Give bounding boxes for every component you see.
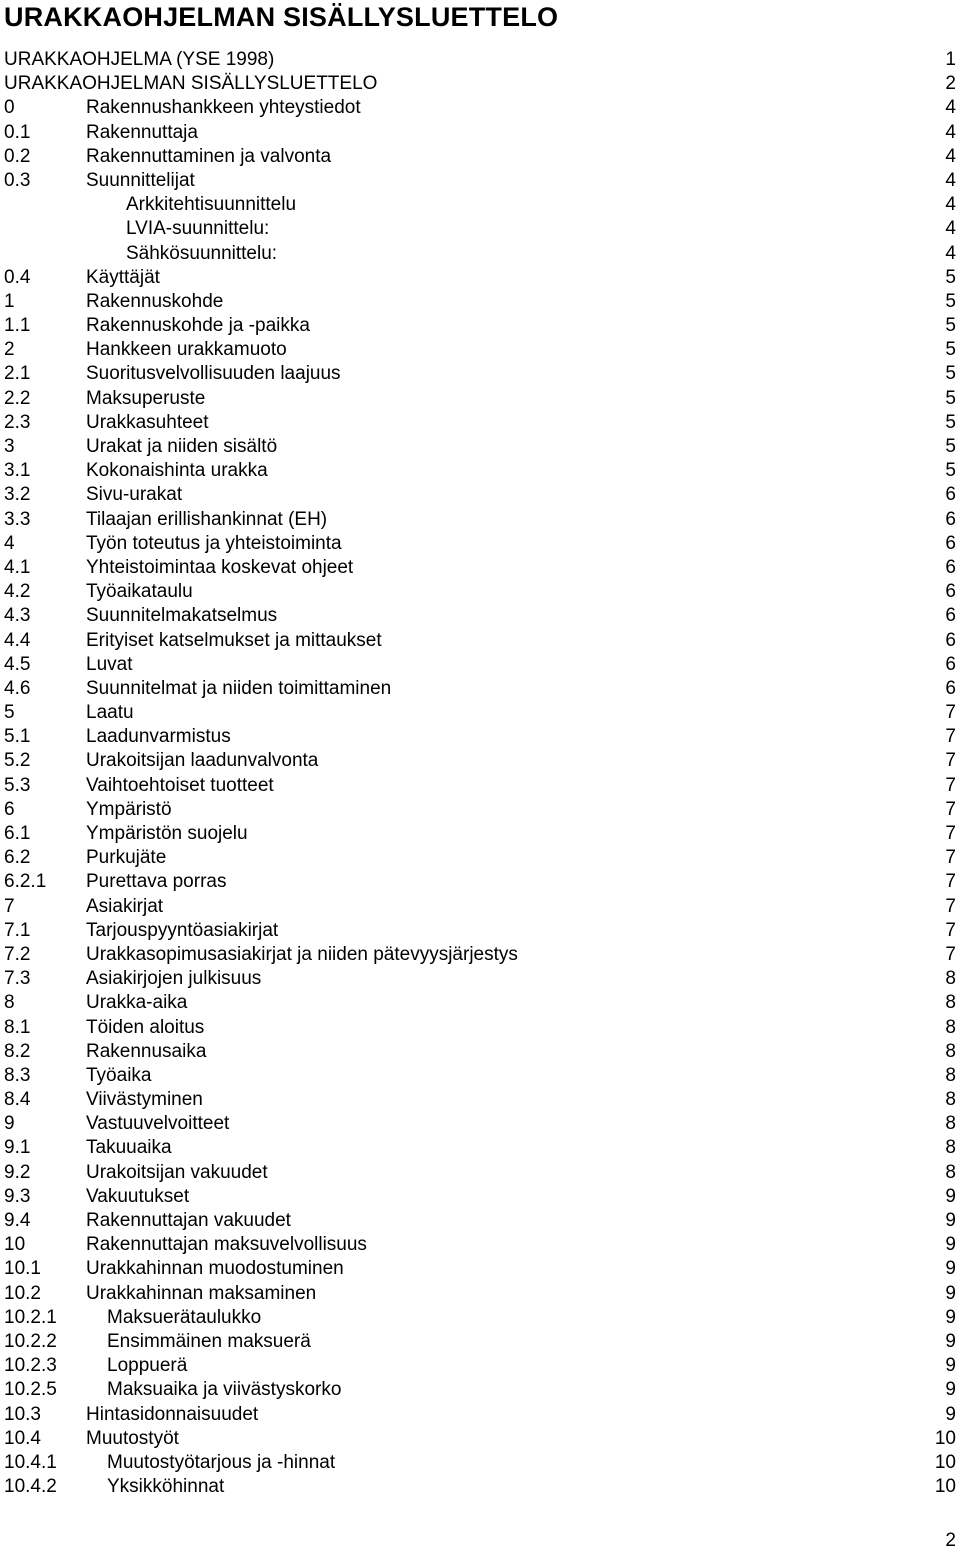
toc-entry [4, 387, 956, 411]
toc-entry [4, 1161, 956, 1185]
toc-entry-label: Arkkitehtisuunnittelu [126, 194, 297, 216]
toc-entry-label: Urakoitsijan vakuudet [86, 1161, 268, 1183]
toc-entry-number: 4.2 [4, 581, 31, 603]
toc-entry-label: Sivu-urakat [86, 484, 183, 506]
toc-entry-number: 9 [4, 1113, 15, 1135]
toc-entry-number: 0 [4, 97, 15, 119]
toc-entry-page: 9 [945, 1306, 956, 1328]
toc-entry-page: 7 [945, 895, 956, 917]
toc-entry-number: 5.2 [4, 750, 31, 772]
toc-entry [4, 774, 956, 798]
toc-entry-number: 5 [4, 702, 15, 724]
toc-entry [4, 483, 956, 507]
toc-entry-number: 10 [4, 1234, 26, 1256]
toc-entry-page: 8 [945, 968, 956, 990]
toc-entry [4, 1451, 956, 1475]
toc-entry-label: Suunnitelmakatselmus [86, 605, 278, 627]
toc-entry-label: Asiakirjat [86, 895, 164, 917]
toc-entry [4, 1354, 956, 1378]
toc-entry-label: Maksuaika ja viivästyskorko [107, 1379, 342, 1401]
toc-entry-label: Hankkeen urakkamuoto [86, 339, 287, 361]
toc-entry-page: 8 [945, 1064, 956, 1086]
toc-entry-label: Työaika [86, 1064, 152, 1086]
toc-entry-label: Rakennuttaminen ja valvonta [86, 145, 332, 167]
toc-entry-page: 5 [945, 363, 956, 385]
toc-entry [4, 1040, 956, 1064]
toc-entry-page: 7 [945, 774, 956, 796]
toc-entry [4, 338, 956, 362]
toc-entry-number: 10.2.2 [4, 1330, 57, 1352]
toc-entry-page: 4 [945, 97, 956, 119]
toc-entry-page: 9 [945, 1282, 956, 1304]
toc-entry-page: 9 [945, 1258, 956, 1280]
toc-entry-label: Tarjouspyyntöasiakirjat [86, 919, 279, 941]
toc-entry-number: 10.2.3 [4, 1355, 57, 1377]
toc-entry-number: 4 [4, 532, 15, 554]
toc-entry [4, 48, 956, 72]
toc-entry-number: 4.3 [4, 605, 31, 627]
toc-entry-number: 10.2.1 [4, 1306, 57, 1328]
toc-entry-number: 8 [4, 992, 15, 1014]
toc-entry-number: 6 [4, 798, 15, 820]
toc-entry-page: 6 [945, 653, 956, 675]
toc-entry [4, 1403, 956, 1427]
toc-entry-number: 7.2 [4, 943, 31, 965]
toc-entry-label: Hintasidonnaisuudet [86, 1403, 259, 1425]
toc-entry-page: 8 [945, 1089, 956, 1111]
toc-entry [4, 677, 956, 701]
toc-entry-label: Vastuuvelvoitteet [86, 1113, 230, 1135]
toc-entry-label: Rakennuttajan vakuudet [86, 1210, 291, 1231]
toc-entry-number: 2 [4, 339, 15, 361]
toc-entry [4, 1136, 956, 1160]
toc-entry-label: Vaihtoehtoiset tuotteet [86, 774, 274, 796]
toc-entry [4, 217, 956, 241]
toc-entry [4, 725, 956, 749]
toc-entry [4, 193, 956, 217]
toc-entry-page: 6 [945, 508, 956, 530]
toc-entry-page: 8 [945, 1040, 956, 1062]
toc-entry [4, 96, 956, 120]
toc-entry-number: 1.1 [4, 315, 31, 337]
toc-entry-label: Muutostyöt [86, 1427, 179, 1449]
toc-entry-number: 4.1 [4, 556, 31, 578]
toc-entry-number: 8.1 [4, 1016, 31, 1038]
toc-entry [4, 362, 956, 386]
toc-entry [4, 1306, 956, 1330]
toc-entry-page: 5 [945, 315, 956, 337]
toc-entry-label: Urakkasopimusasiakirjat ja niiden pätevyysjärjestys [86, 943, 518, 965]
toc-entry-page: 4 [945, 145, 956, 167]
toc-entry-label: Erityiset katselmukset ja mittaukset [86, 629, 382, 651]
toc-entry-label: Työaikataulu [86, 581, 193, 603]
toc-entry-label: Urakka-aika [86, 992, 188, 1014]
toc-entry-label: Työn toteutus ja yhteistoiminta [86, 532, 342, 554]
toc-entry [4, 145, 956, 169]
toc-entry-page: 5 [945, 411, 956, 433]
toc-entry [4, 242, 956, 266]
toc-entry-page: 5 [945, 339, 956, 361]
toc-entry-number: 10.1 [4, 1258, 41, 1280]
toc-entry-number: 3.1 [4, 460, 31, 482]
toc-entry [4, 459, 956, 483]
toc-entry-page: 9 [945, 1355, 956, 1377]
toc-entry-number: 3 [4, 436, 15, 457]
toc-entry-label: Urakkasuhteet [86, 411, 209, 433]
toc-entry [4, 1209, 956, 1233]
toc-entry [4, 1064, 956, 1088]
toc-entry-page: 10 [934, 1476, 956, 1498]
toc-entry [4, 266, 956, 290]
toc-entry-page: 6 [945, 677, 956, 699]
toc-entry [4, 895, 956, 919]
toc-entry-number: 3.2 [4, 484, 31, 506]
toc-entry-label: Maksuperuste [86, 387, 206, 409]
toc-entry-page: 7 [945, 847, 956, 869]
toc-entry-number: 3.3 [4, 508, 31, 530]
toc-entry [4, 1257, 956, 1281]
toc-entry [4, 701, 956, 725]
toc-entry-label: Maksuerätaulukko [107, 1306, 262, 1328]
page-number: 2 [945, 1530, 956, 1551]
toc-entry-label: Takuuaika [86, 1137, 172, 1159]
toc-entry [4, 943, 956, 967]
toc-entry-page: 6 [945, 629, 956, 651]
toc-entry-page: 8 [945, 992, 956, 1014]
toc-entry-page: 5 [945, 436, 956, 457]
toc-entry-page: 10 [934, 1451, 956, 1473]
toc-entry-label: Purettava porras [86, 871, 227, 893]
toc-entry-label: Ympäristö [86, 798, 172, 820]
toc-entry-number: 10.4 [4, 1427, 41, 1449]
toc-entry-page: 6 [945, 484, 956, 506]
toc-entry-label: Yksikköhinnat [107, 1476, 225, 1498]
toc-entry-page: 7 [945, 943, 956, 965]
toc-entry [4, 1088, 956, 1112]
toc-entry-page: 8 [945, 1016, 956, 1038]
toc-entry [4, 411, 956, 435]
toc-entry-number: 2.1 [4, 363, 31, 385]
toc-entry-page: 7 [945, 919, 956, 941]
toc-entry-number: 9.1 [4, 1137, 31, 1159]
toc-entry-number: 4.6 [4, 677, 31, 699]
toc-entry-number: 2.2 [4, 387, 31, 409]
toc-entry-label: Käyttäjät [86, 266, 160, 288]
toc-entry-number: 2.3 [4, 411, 31, 433]
toc-entry-page: 5 [945, 266, 956, 288]
toc-entry-page: 7 [945, 823, 956, 844]
toc-entry-number: 7.1 [4, 919, 31, 941]
toc-entry-page: 2 [945, 73, 956, 95]
toc-entry [4, 556, 956, 580]
toc-entry [4, 846, 956, 870]
toc-entry-label: Laatu [86, 702, 134, 724]
toc-entry-number: 6.2 [4, 847, 31, 869]
toc-entry-label: Urakoitsijan laadunvalvonta [86, 750, 319, 772]
toc-entry-page: 6 [945, 605, 956, 627]
toc-entry-page: 4 [945, 218, 956, 240]
toc-entry [4, 1330, 956, 1354]
toc-entry-page: 8 [945, 1113, 956, 1135]
toc-entry-label: Urakat ja niiden sisältö [86, 436, 278, 457]
toc-entry [4, 1185, 956, 1209]
toc-entry-page: 6 [945, 532, 956, 554]
toc-entry-label: Suoritusvelvollisuuden laajuus [86, 363, 341, 385]
toc-entry-page: 6 [945, 581, 956, 603]
toc-entry-number: 9.3 [4, 1185, 31, 1207]
toc-entry-label: Loppuerä [107, 1355, 188, 1377]
toc-entry-page: 9 [945, 1379, 956, 1401]
toc-entry-label: Urakkahinnan muodostuminen [86, 1258, 344, 1280]
toc-entry-page: 8 [945, 1161, 956, 1183]
toc-entry [4, 991, 956, 1015]
toc-entry-label: Muutostyötarjous ja -hinnat [107, 1451, 336, 1473]
toc-entry-page: 7 [945, 750, 956, 772]
toc-entry [4, 290, 956, 314]
toc-entry-number: 8.4 [4, 1089, 31, 1111]
toc-entry-page: 4 [945, 121, 956, 143]
toc-entry-number: 0.1 [4, 121, 31, 143]
toc-entry-label: Asiakirjojen julkisuus [86, 968, 262, 990]
toc-entry-label: Sähkösuunnittelu: [126, 242, 278, 264]
toc-entry-number: 10.2 [4, 1282, 41, 1304]
toc-entry [4, 532, 956, 556]
toc-entry [4, 314, 956, 338]
toc-entry-number: 9.2 [4, 1161, 31, 1183]
toc-entry [4, 653, 956, 677]
toc-entry [4, 629, 956, 653]
toc-entry [4, 1233, 956, 1257]
toc-entry [4, 435, 956, 459]
toc-entry-label: LVIA-suunnittelu: [126, 218, 270, 240]
toc-entry-page: 6 [945, 556, 956, 578]
toc-entry-page: 8 [945, 1137, 956, 1159]
toc-entry [4, 798, 956, 822]
toc-entry-page: 4 [945, 169, 956, 191]
toc-entry [4, 822, 956, 846]
toc-entry-label: Rakennuskohde [86, 290, 224, 312]
toc-entry [4, 1475, 956, 1499]
toc-entry-page: 5 [945, 460, 956, 482]
toc-entry-label: Urakkahinnan maksaminen [86, 1282, 317, 1304]
toc-entry-label: Vakuutukset [86, 1185, 190, 1207]
toc-entry-label: Purkujäte [86, 847, 167, 869]
toc-entry-page: 9 [945, 1210, 956, 1231]
toc-entry-page: 9 [945, 1234, 956, 1256]
toc-entry-page: 5 [945, 387, 956, 409]
toc-entry-number: 1 [4, 290, 15, 312]
toc-entry-page: 5 [945, 290, 956, 312]
toc-entry-label: URAKKAOHJELMAN SISÄLLYSLUETTELO [4, 73, 378, 95]
toc-entry-number: 0.2 [4, 145, 31, 167]
toc-entry-page: 7 [945, 871, 956, 893]
toc-entry-number: 5.3 [4, 774, 31, 796]
toc-entry-label: Rakennuskohde ja -paikka [86, 315, 310, 337]
toc-entry [4, 870, 956, 894]
toc-entry [4, 1112, 956, 1136]
table-of-contents [4, 48, 956, 1499]
toc-entry [4, 169, 956, 193]
toc-entry [4, 1427, 956, 1451]
toc-entry-number: 0.4 [4, 266, 31, 288]
toc-entry-label: Tilaajan erillishankinnat (EH) [86, 508, 328, 530]
toc-entry [4, 1016, 956, 1040]
toc-entry [4, 749, 956, 773]
toc-entry-number: 10.4.2 [4, 1476, 57, 1498]
toc-entry-page: 9 [945, 1330, 956, 1352]
toc-entry-label: Suunnittelijat [86, 169, 195, 191]
toc-entry-label: Viivästyminen [86, 1089, 203, 1111]
toc-entry-label: Suunnitelmat ja niiden toimittaminen [86, 677, 392, 699]
toc-entry-label: Laadunvarmistus [86, 726, 231, 748]
toc-entry [4, 967, 956, 991]
toc-entry-number: 7.3 [4, 968, 31, 990]
toc-entry [4, 1378, 956, 1402]
toc-entry-label: Luvat [86, 653, 133, 675]
toc-entry-number: 4.5 [4, 653, 31, 675]
toc-entry-number: 5.1 [4, 726, 31, 748]
toc-entry-number: 8.2 [4, 1040, 31, 1062]
toc-entry [4, 919, 956, 943]
toc-entry-page: 1 [945, 49, 956, 70]
toc-entry [4, 1282, 956, 1306]
toc-entry [4, 508, 956, 532]
toc-entry-page: 4 [945, 194, 956, 216]
toc-entry [4, 72, 956, 96]
toc-entry-label: Ensimmäinen maksuerä [107, 1330, 311, 1352]
toc-entry-page: 4 [945, 242, 956, 264]
document-title: URAKKAOHJELMAN SISÄLLYSLUETTELO [4, 2, 559, 32]
toc-entry-number: 6.1 [4, 823, 31, 844]
toc-entry-number: 9.4 [4, 1210, 31, 1231]
toc-entry-number: 10.3 [4, 1403, 41, 1425]
toc-entry-label: Yhteistoimintaa koskevat ohjeet [86, 556, 354, 578]
toc-entry-number: 4.4 [4, 629, 31, 651]
toc-entry-number: 6.2.1 [4, 871, 47, 893]
toc-entry-page: 7 [945, 702, 956, 724]
toc-entry-number: 10.4.1 [4, 1451, 57, 1473]
toc-entry-label: Töiden aloitus [86, 1016, 205, 1038]
toc-entry-label: Rakennuttajan maksuvelvollisuus [86, 1234, 367, 1256]
toc-entry-label: Rakennusaika [86, 1040, 207, 1062]
toc-entry [4, 580, 956, 604]
toc-entry-label: Rakennushankkeen yhteystiedot [86, 97, 361, 119]
toc-entry-label: Ympäristön suojelu [86, 823, 248, 844]
toc-entry [4, 604, 956, 628]
toc-entry [4, 121, 956, 145]
toc-entry-page: 10 [934, 1427, 956, 1449]
toc-entry-number: 10.2.5 [4, 1379, 57, 1401]
toc-entry-page: 7 [945, 798, 956, 820]
toc-entry-label: Kokonaishinta urakka [86, 460, 268, 482]
toc-entry-page: 9 [945, 1185, 956, 1207]
toc-entry-label: URAKKAOHJELMA (YSE 1998) [4, 49, 275, 70]
toc-entry-number: 7 [4, 895, 15, 917]
toc-entry-number: 8.3 [4, 1064, 31, 1086]
toc-entry-page: 7 [945, 726, 956, 748]
toc-entry-number: 0.3 [4, 169, 31, 191]
toc-entry-label: Rakennuttaja [86, 121, 198, 143]
toc-entry-page: 9 [945, 1403, 956, 1425]
